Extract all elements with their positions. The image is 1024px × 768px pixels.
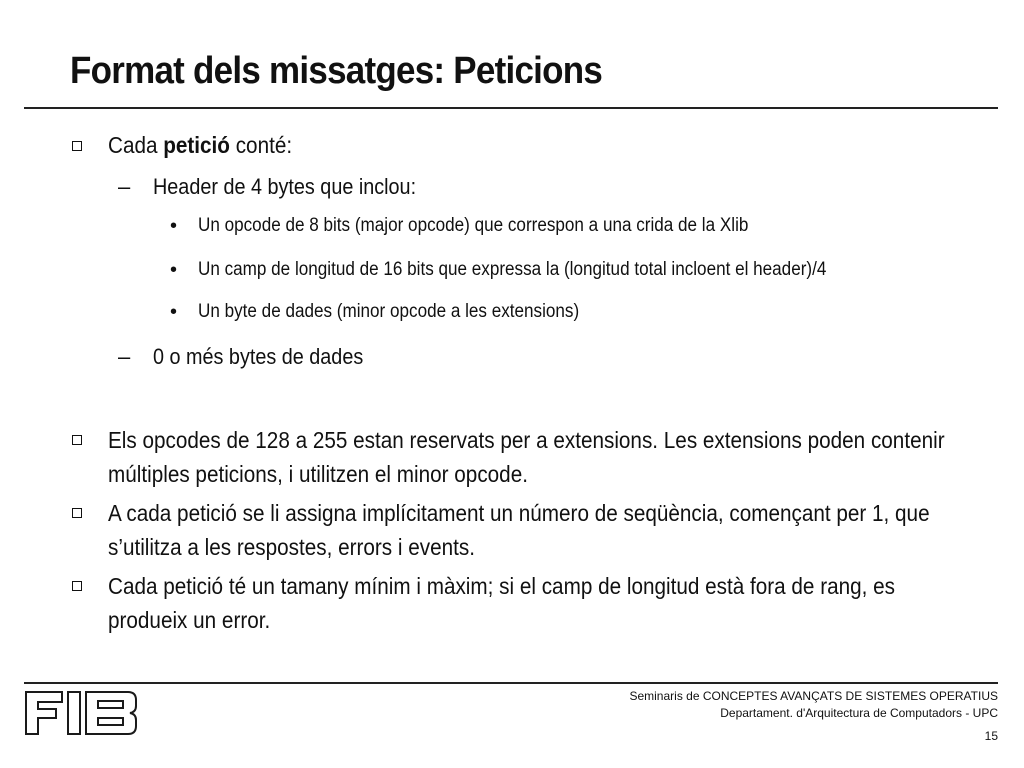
footer-seminar: Seminaris de CONCEPTES AVANÇATS DE SISTEMES OPERATIUS [629,689,998,703]
dot-bullet: • [170,259,178,281]
square-bullet-icon [72,141,82,151]
dash-bullet: – [118,344,131,369]
subitem-text: 0 o més bytes de dades [153,344,364,369]
square-bullet-icon [72,435,82,445]
subsubitem-text: Un camp de longitud de 16 bits que expressa la (longitud total incloent el header)/4 [198,259,827,280]
page-number: 15 [984,729,998,743]
dot-bullet: • [170,215,178,237]
subsubitem-text: Un opcode de 8 bits (major opcode) que correspon a una crida de la Xlib [198,215,749,236]
subitem-text: Header de 4 bytes que inclou: [153,174,417,199]
footer-department: Departament. d'Arquitectura de Computadors - UPC [720,706,998,720]
bullet-text: A cada petició se li assigna implícitament un número de seqüència, començant per 1, que s’utilitza a les respostes, errors i events. [108,500,930,560]
dot-bullet: • [170,301,178,323]
square-bullet-icon [72,581,82,591]
fib-logo [24,690,140,736]
slide-title: Format dels missatges: Peticions [70,50,603,92]
square-bullet-icon [72,508,82,518]
bullet-text-post: conté: [229,132,293,158]
subsubitem-text: Un byte de dades (minor opcode a les extensions) [198,301,580,322]
dash-bullet: – [118,174,131,199]
bullet-text: Els opcodes de 128 a 255 estan reservats per a extensions. Les extensions poden contenir múltiples peticions, i utilitzen el minor opcode. [108,427,945,487]
bullet-text-bold: petició [163,132,230,158]
footer-divider [24,682,998,684]
bullet-text-pre: Cada [108,132,164,158]
footer-credits [629,688,998,722]
bullet-text: Cada petició té un tamany mínim i màxim; si el camp de longitud està fora de rang, es produeix un error. [108,573,895,633]
bullet-text [108,129,292,161]
